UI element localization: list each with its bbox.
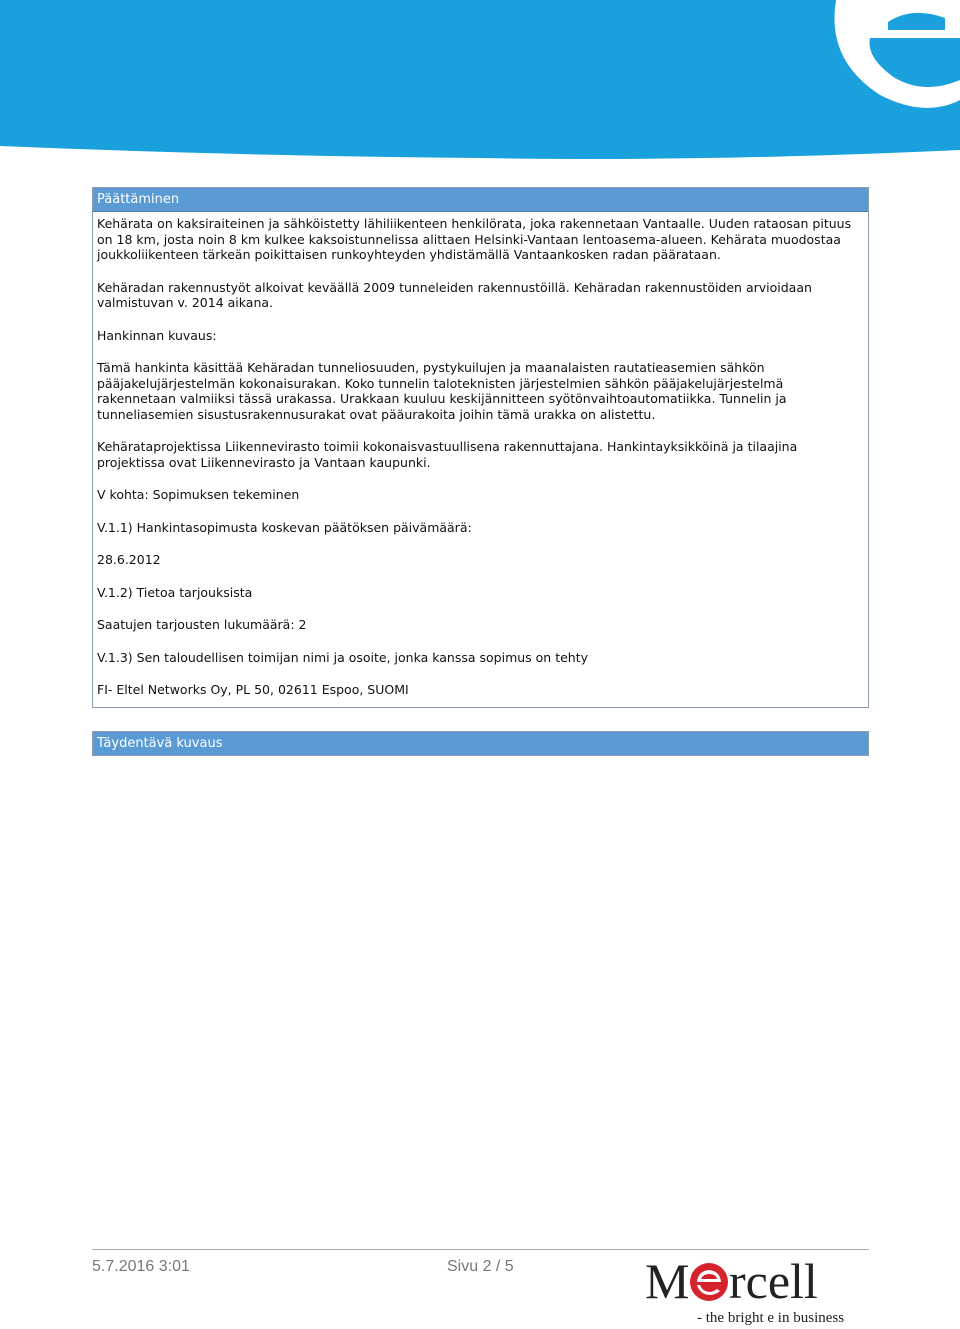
- logo-letters-rcell: rcell: [729, 1253, 818, 1309]
- paragraph-section-v: V kohta: Sopimuksen tekeminen: [97, 487, 300, 502]
- section-taydentava-kuvaus: [92, 731, 869, 756]
- paragraph-v13: V.1.3) Sen taloudellisen toimijan nimi ja osoite, jonka kanssa sopimus on tehty: [97, 649, 589, 665]
- paragraph-project-roles: Kehärataprojektissa Liikennevirasto toimii kokonaisvastuullisena rakennuttajana. Hankintayksikköinä ja tilaajina projektissa ovat Liikennevirasto ja Vantaan kaupunki.: [97, 439, 798, 470]
- header-background: [0, 0, 960, 159]
- paragraph-construction: Kehäradan rakennustyöt alkoivat keväällä 2009 tunneleiden rakennustöillä. Kehäradan rakennustöiden arvioidaan valmistuvan v. 2014 aikana.: [97, 279, 812, 310]
- section-paattaminen: [92, 187, 869, 708]
- logo-tagline: - the bright e in business: [697, 1310, 845, 1326]
- paragraph-v11: V.1.1) Hankintasopimusta koskevan päätöksen päivämäärä:: [97, 519, 472, 535]
- paragraph-v12: V.1.2) Tietoa tarjouksista: [97, 584, 253, 600]
- section-title: Täydentävä kuvaus: [93, 732, 868, 755]
- paragraph-contractor: FI- Eltel Networks Oy, PL 50, 02611 Espoo, SUOMI: [97, 682, 409, 697]
- footer-divider: [92, 1249, 869, 1250]
- paragraph-decision-date: 28.6.2012: [97, 552, 161, 567]
- paragraph-procurement-description: Tämä hankinta käsittää Kehäradan tunneliosuuden, pystykuilujen ja maanalaisten rautatieasemien sähkön pääjakelujärjestelmän kokonaisurakan. Koko tunnelin taloteknisten järjestelmien sähkön pääjakelujärjestelmä rakennetaan valmiiksi tässä urakassa. Urakkaan kuuluu keskijännitteen syötönvaihtoautomatiikka. Tunnelin ja tunneliasemien sisustusrakennusurakat ovat pääurakoita joihin tämä urakka on alistettu.: [97, 360, 787, 422]
- mercell-logo: [645, 1252, 870, 1329]
- logo-letter-m: M: [645, 1253, 690, 1309]
- section-title: Päättäminen: [93, 188, 868, 212]
- footer-page-number: Sivu 2 / 5: [447, 1258, 514, 1275]
- paragraph-tender-count: Saatujen tarjousten lukumäärä: 2: [97, 617, 307, 632]
- header-banner: [0, 0, 960, 165]
- paragraph-procurement-heading: Hankinnan kuvaus:: [97, 327, 217, 343]
- section-body: [93, 212, 868, 706]
- footer-date: 5.7.2016 3:01: [92, 1258, 190, 1275]
- paragraph-description: Kehärata on kaksiraiteinen ja sähköistetty lähiliikenteen henkilörata, joka rakennetaan Vantaalle. Uuden rataosan pituus on 18 km, josta noin 8 km kulkee kaksoistunnelissa alittaen Helsinki-Vantaan lentoasema-alueen. Kehärata muodostaa joukkoliikenteen tärkeän poikittaisen runkoyhteyden yhdistämällä Vantaankosken radan päärataan.: [97, 216, 852, 262]
